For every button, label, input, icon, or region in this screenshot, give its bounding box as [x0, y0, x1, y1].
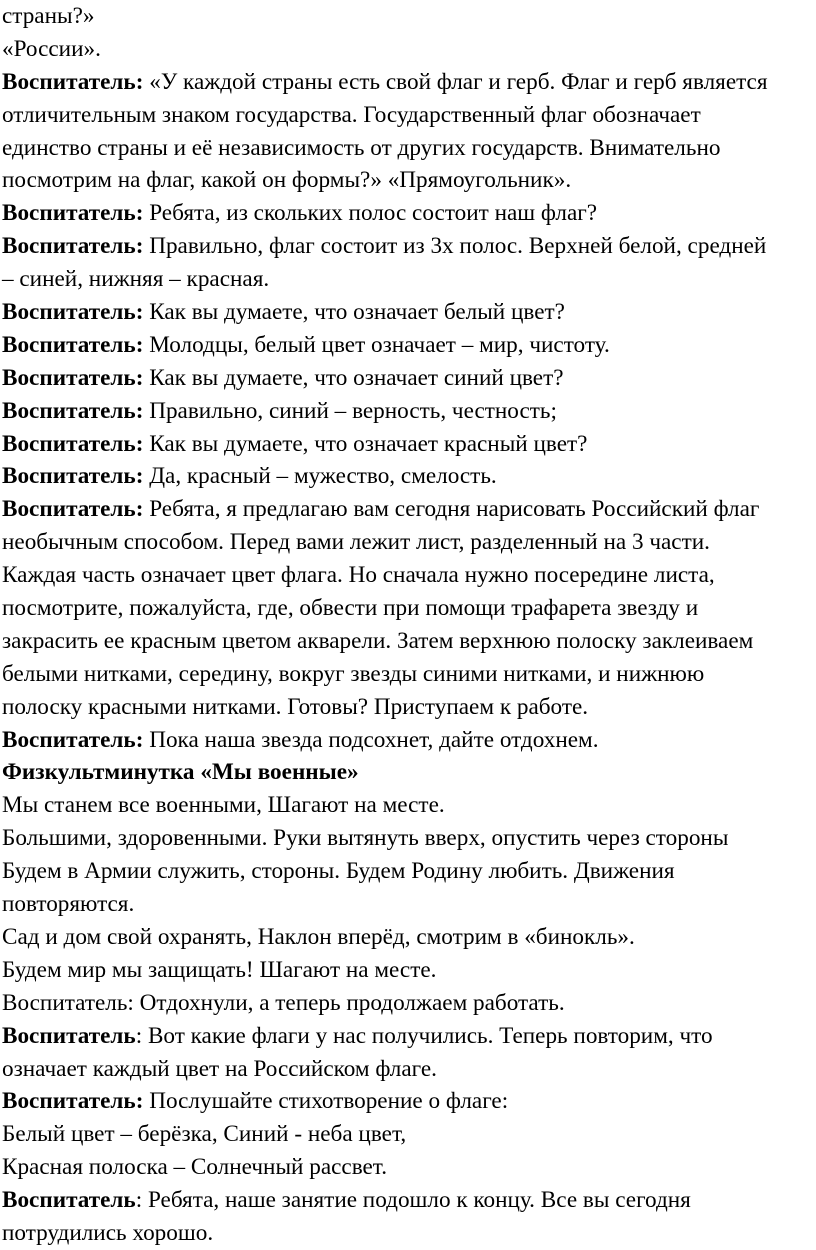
speaker-label: Воспитатель: — [2, 364, 144, 391]
line-text: «России». — [2, 35, 101, 62]
speaker-label: Воспитатель — [2, 1022, 136, 1049]
line-text: Будем мир мы защищать! Шагают на месте. — [2, 956, 437, 983]
line-text: «У каждой страны есть свой флаг и герб. Флаг и герб является — [143, 68, 768, 95]
dialogue-line — [2, 1184, 812, 1217]
line-text: Как вы думаете, что означает синий цвет? — [143, 364, 564, 391]
dialogue-line — [2, 395, 812, 428]
speaker-label: Воспитатель: — [2, 496, 144, 523]
text-line — [2, 526, 812, 559]
line-text: Сад и дом свой охранять, Наклон вперёд, смотрим в «бинокль». — [2, 923, 635, 950]
dialogue-line — [2, 724, 812, 757]
speaker-label: Воспитатель: — [2, 331, 144, 358]
line-text: закрасить ее красным цветом акварели. Затем верхнюю полоску заклеиваем — [2, 627, 754, 654]
line-text: страны?» — [2, 3, 95, 29]
section-heading — [2, 756, 812, 789]
line-text: – синей, нижняя – красная. — [2, 266, 270, 293]
line-text: Правильно, флаг состоит из 3х полос. Верхней белой, средней — [143, 233, 767, 260]
speaker-label: Воспитатель: — [2, 726, 144, 753]
text-line — [2, 592, 812, 625]
dialogue-line — [2, 1020, 812, 1053]
line-text: Большими, здоровенными. Руки вытянуть вверх, опустить через стороны — [2, 825, 729, 852]
text-line — [2, 855, 812, 888]
line-text: Каждая часть означает цвет флага. Но сначала нужно посередине листа, — [2, 562, 715, 589]
text-line — [2, 921, 812, 954]
line-text: потрудились хорошо. — [2, 1219, 214, 1246]
text-line — [2, 132, 812, 165]
dialogue-line — [2, 66, 812, 99]
line-text: повторяются. — [2, 891, 135, 918]
speaker-label: Воспитатель: — [2, 233, 144, 260]
line-text: Белый цвет – берёзка, Синий - неба цвет, — [2, 1121, 407, 1148]
heading-text: Физкультминутка «Мы военные» — [2, 759, 359, 786]
text-line — [2, 1118, 812, 1151]
text-line — [2, 691, 812, 724]
text-line — [2, 0, 812, 33]
line-text: Пока наша звезда подсохнет, дайте отдохнем. — [143, 726, 599, 753]
speaker-label: Воспитатель: — [2, 200, 144, 227]
speaker-label: Воспитатель: — [2, 430, 144, 457]
dialogue-line — [2, 493, 812, 526]
line-text: белыми нитками, середину, вокруг звезды синими нитками, и нижнюю — [2, 660, 705, 687]
text-line — [2, 822, 812, 855]
text-line — [2, 99, 812, 132]
line-text: отличительным знаком государства. Государственный флаг обозначает — [2, 101, 701, 128]
line-text: Как вы думаете, что означает красный цвет? — [143, 430, 588, 457]
line-text: Красная полоска – Солнечный рассвет. — [2, 1154, 387, 1181]
text-line — [2, 658, 812, 691]
line-text: Мы станем все военными, Шагают на месте. — [2, 792, 445, 819]
line-text: Да, красный – мужество, смелость. — [143, 463, 497, 490]
line-text: посмотрите, пожалуйста, где, обвести при помощи трафарета звезду и — [2, 595, 699, 622]
dialogue-line — [2, 428, 812, 461]
line-text: Воспитатель: Отдохнули, а теперь продолжаем работать. — [2, 989, 565, 1016]
text-line — [2, 164, 812, 197]
line-text: Ребята, из скольких полос состоит наш флаг? — [143, 200, 598, 227]
speaker-label: Воспитатель — [2, 1187, 136, 1214]
speaker-label: Воспитатель: — [2, 463, 144, 490]
line-text: Послушайте стихотворение о флаге: — [143, 1088, 509, 1115]
text-line — [2, 263, 812, 296]
line-text: Будем в Армии служить, стороны. Будем Родину любить. Движения — [2, 858, 675, 885]
text-line — [2, 789, 812, 822]
text-line — [2, 625, 812, 658]
text-line — [2, 954, 812, 987]
line-text: Правильно, синий – верность, честность; — [143, 397, 557, 424]
dialogue-line — [2, 329, 812, 362]
dialogue-line — [2, 296, 812, 329]
text-line — [2, 1217, 812, 1250]
dialogue-line — [2, 1085, 812, 1118]
line-text: Как вы думаете, что означает белый цвет? — [143, 299, 565, 326]
line-text: : Ребята, наше занятие подошло к концу. Все вы сегодня — [135, 1187, 691, 1214]
text-line — [2, 987, 812, 1020]
line-text: : Вот какие флаги у нас получились. Теперь повторим, что — [135, 1022, 713, 1049]
speaker-label: Воспитатель: — [2, 1088, 144, 1115]
speaker-label: Воспитатель: — [2, 68, 144, 95]
text-line — [2, 33, 812, 66]
text-line — [2, 888, 812, 921]
line-text: Молодцы, белый цвет означает – мир, чистоту. — [143, 331, 610, 358]
line-text: означает каждый цвет на Российском флаге. — [2, 1055, 437, 1082]
dialogue-line — [2, 197, 812, 230]
line-text: посмотрим на флаг, какой он формы?» «Прямоугольник». — [2, 167, 572, 194]
speaker-label: Воспитатель: — [2, 397, 144, 424]
line-text: необычным способом. Перед вами лежит лист, разделенный на 3 части. — [2, 529, 710, 556]
line-text: полоску красными нитками. Готовы? Приступаем к работе. — [2, 693, 589, 720]
dialogue-line — [2, 230, 812, 263]
line-text: единство страны и её независимость от других государств. Внимательно — [2, 134, 721, 161]
text-line — [2, 559, 812, 592]
dialogue-line — [2, 460, 812, 493]
line-text: Ребята, я предлагаю вам сегодня нарисовать Российский флаг — [143, 496, 760, 523]
dialogue-line — [2, 362, 812, 395]
text-line — [2, 1053, 812, 1086]
speaker-label: Воспитатель: — [2, 299, 144, 326]
text-line — [2, 1151, 812, 1184]
